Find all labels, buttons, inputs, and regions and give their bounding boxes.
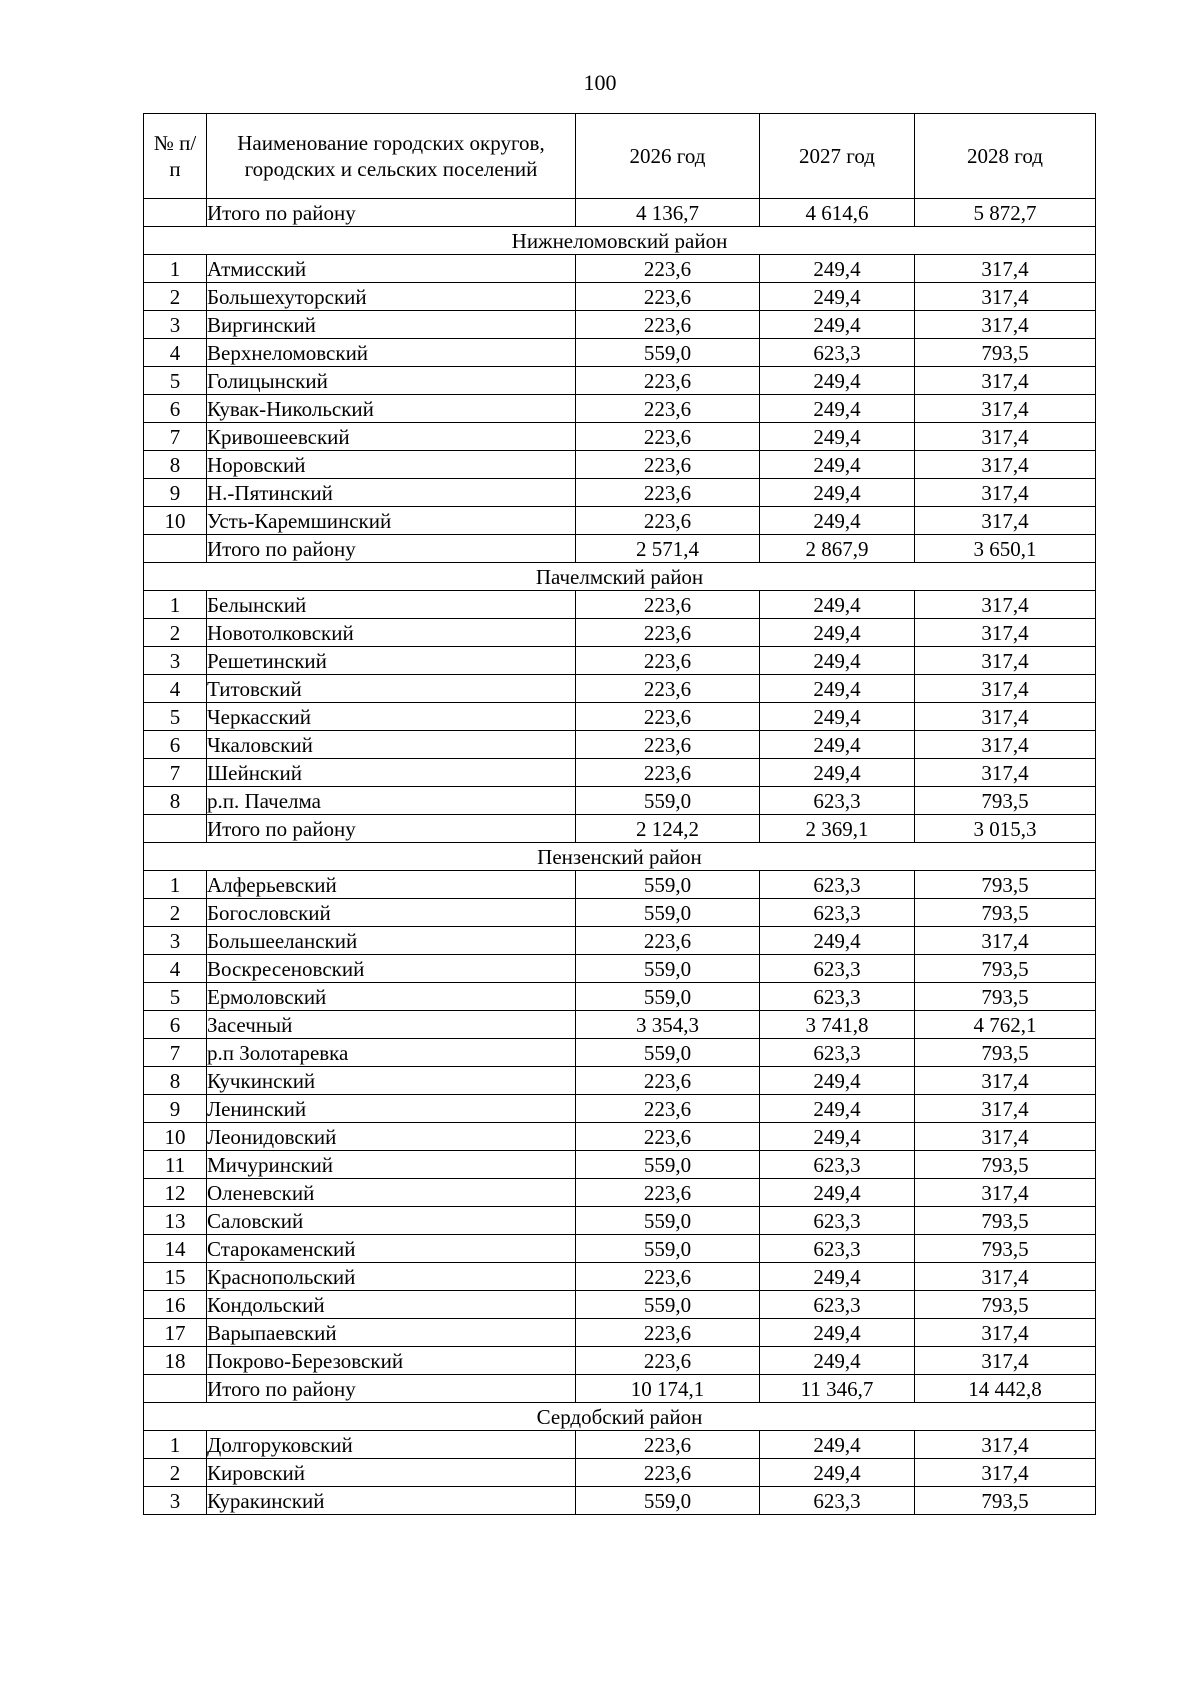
value-2026: 223,6 (576, 731, 760, 759)
value-2026: 559,0 (576, 787, 760, 815)
row-number: 3 (144, 311, 207, 339)
table-row (144, 955, 1096, 983)
value-2027: 249,4 (760, 255, 915, 283)
value-2028: 317,4 (915, 451, 1096, 479)
value-2026: 223,6 (576, 703, 760, 731)
row-number: 18 (144, 1347, 207, 1375)
value-2026: 223,6 (576, 367, 760, 395)
value-2028: 3 650,1 (915, 535, 1096, 563)
value-2026: 223,6 (576, 1123, 760, 1151)
settlement-name: Мичуринский (207, 1151, 576, 1179)
value-2028: 793,5 (915, 1291, 1096, 1319)
table-row (144, 395, 1096, 423)
value-2028: 317,4 (915, 1459, 1096, 1487)
section-title: Сердобский район (144, 1403, 1096, 1431)
table-row (144, 1179, 1096, 1207)
value-2027: 249,4 (760, 479, 915, 507)
value-2027: 623,3 (760, 1039, 915, 1067)
table-row (144, 1487, 1096, 1515)
row-number (144, 1375, 207, 1403)
value-2027: 623,3 (760, 1291, 915, 1319)
row-number: 8 (144, 1067, 207, 1095)
value-2027: 623,3 (760, 983, 915, 1011)
value-2028: 317,4 (915, 423, 1096, 451)
settlement-name: Н.-Пятинский (207, 479, 576, 507)
table-row (144, 591, 1096, 619)
row-number: 2 (144, 1459, 207, 1487)
value-2028: 317,4 (915, 1431, 1096, 1459)
table-row (144, 1235, 1096, 1263)
settlement-name: Итого по району (207, 199, 576, 227)
value-2026: 559,0 (576, 1151, 760, 1179)
value-2027: 623,3 (760, 339, 915, 367)
value-2028: 5 872,7 (915, 199, 1096, 227)
value-2028: 3 015,3 (915, 815, 1096, 843)
settlement-name: Ленинский (207, 1095, 576, 1123)
value-2028: 793,5 (915, 1207, 1096, 1235)
settlement-name: Куракинский (207, 1487, 576, 1515)
table-row (144, 423, 1096, 451)
table-row (144, 479, 1096, 507)
value-2026: 10 174,1 (576, 1375, 760, 1403)
value-2026: 223,6 (576, 395, 760, 423)
table-row (144, 1039, 1096, 1067)
row-number: 7 (144, 759, 207, 787)
value-2028: 793,5 (915, 983, 1096, 1011)
value-2027: 623,3 (760, 899, 915, 927)
table-row (144, 255, 1096, 283)
value-2028: 317,4 (915, 1179, 1096, 1207)
row-number: 6 (144, 731, 207, 759)
table-row (144, 619, 1096, 647)
row-number: 7 (144, 423, 207, 451)
value-2027: 623,3 (760, 1235, 915, 1263)
row-number: 11 (144, 1151, 207, 1179)
row-number: 13 (144, 1207, 207, 1235)
value-2027: 2 369,1 (760, 815, 915, 843)
table-row (144, 1067, 1096, 1095)
header-number: № п/п (144, 114, 207, 199)
value-2027: 249,4 (760, 731, 915, 759)
value-2027: 4 614,6 (760, 199, 915, 227)
row-number (144, 199, 207, 227)
row-number: 5 (144, 703, 207, 731)
value-2026: 4 136,7 (576, 199, 760, 227)
settlement-name: Кучкинский (207, 1067, 576, 1095)
value-2028: 14 442,8 (915, 1375, 1096, 1403)
settlement-name: Оленевский (207, 1179, 576, 1207)
value-2028: 317,4 (915, 731, 1096, 759)
settlement-name: Кондольский (207, 1291, 576, 1319)
row-number: 2 (144, 899, 207, 927)
row-number: 1 (144, 591, 207, 619)
value-2028: 317,4 (915, 507, 1096, 535)
value-2026: 2 124,2 (576, 815, 760, 843)
settlement-name: Засечный (207, 1011, 576, 1039)
total-row (144, 535, 1096, 563)
row-number: 2 (144, 283, 207, 311)
table-row (144, 871, 1096, 899)
value-2027: 623,3 (760, 787, 915, 815)
value-2027: 249,4 (760, 311, 915, 339)
value-2028: 317,4 (915, 311, 1096, 339)
value-2027: 249,4 (760, 1263, 915, 1291)
value-2026: 559,0 (576, 871, 760, 899)
value-2026: 223,6 (576, 647, 760, 675)
value-2026: 559,0 (576, 955, 760, 983)
section-header-row (144, 227, 1096, 255)
table-row (144, 759, 1096, 787)
row-number: 4 (144, 675, 207, 703)
settlement-name: Долгоруковский (207, 1431, 576, 1459)
value-2026: 223,6 (576, 759, 760, 787)
settlement-name: Виргинский (207, 311, 576, 339)
row-number: 15 (144, 1263, 207, 1291)
value-2027: 623,3 (760, 1487, 915, 1515)
value-2026: 559,0 (576, 1235, 760, 1263)
section-title: Нижнеломовский район (144, 227, 1096, 255)
table-row (144, 1319, 1096, 1347)
settlement-name: Большехуторский (207, 283, 576, 311)
section-header-row (144, 563, 1096, 591)
value-2027: 249,4 (760, 619, 915, 647)
value-2027: 623,3 (760, 1151, 915, 1179)
table-row (144, 1095, 1096, 1123)
value-2028: 317,4 (915, 479, 1096, 507)
value-2026: 223,6 (576, 1431, 760, 1459)
table-row (144, 1431, 1096, 1459)
settlement-name: Леонидовский (207, 1123, 576, 1151)
row-number: 1 (144, 871, 207, 899)
row-number: 1 (144, 1431, 207, 1459)
value-2027: 249,4 (760, 1123, 915, 1151)
settlement-name: Черкасский (207, 703, 576, 731)
header-2026: 2026 год (576, 114, 760, 199)
header-2027: 2027 год (760, 114, 915, 199)
value-2028: 793,5 (915, 871, 1096, 899)
settlement-name: Кривошеевский (207, 423, 576, 451)
settlement-name: р.п. Пачелма (207, 787, 576, 815)
section-header-row (144, 843, 1096, 871)
settlement-name: Чкаловский (207, 731, 576, 759)
table-row (144, 899, 1096, 927)
row-number: 10 (144, 1123, 207, 1151)
value-2028: 793,5 (915, 1487, 1096, 1515)
value-2027: 249,4 (760, 1067, 915, 1095)
value-2026: 223,6 (576, 451, 760, 479)
settlement-name: Варыпаевский (207, 1319, 576, 1347)
settlement-name: Шейнский (207, 759, 576, 787)
settlement-name: Краснопольский (207, 1263, 576, 1291)
row-number: 1 (144, 255, 207, 283)
value-2028: 317,4 (915, 591, 1096, 619)
settlement-name: Ермоловский (207, 983, 576, 1011)
row-number: 9 (144, 479, 207, 507)
value-2027: 249,4 (760, 1095, 915, 1123)
value-2028: 793,5 (915, 339, 1096, 367)
table-row (144, 1459, 1096, 1487)
value-2028: 317,4 (915, 1263, 1096, 1291)
value-2028: 317,4 (915, 1095, 1096, 1123)
value-2026: 223,6 (576, 507, 760, 535)
value-2026: 2 571,4 (576, 535, 760, 563)
total-row (144, 815, 1096, 843)
table-row (144, 1011, 1096, 1039)
value-2026: 223,6 (576, 479, 760, 507)
header-2028: 2028 год (915, 114, 1096, 199)
value-2027: 2 867,9 (760, 535, 915, 563)
value-2027: 249,4 (760, 759, 915, 787)
row-number: 12 (144, 1179, 207, 1207)
value-2028: 317,4 (915, 927, 1096, 955)
settlement-name: Алферьевский (207, 871, 576, 899)
value-2026: 223,6 (576, 591, 760, 619)
table-row (144, 675, 1096, 703)
page-number: 100 (583, 70, 617, 95)
value-2026: 223,6 (576, 619, 760, 647)
row-number (144, 815, 207, 843)
settlement-name: Норовский (207, 451, 576, 479)
value-2026: 223,6 (576, 311, 760, 339)
table-row (144, 1291, 1096, 1319)
budget-table (143, 113, 1096, 1515)
table-header-row (144, 114, 1096, 199)
value-2027: 623,3 (760, 955, 915, 983)
value-2028: 793,5 (915, 899, 1096, 927)
value-2028: 317,4 (915, 395, 1096, 423)
value-2026: 559,0 (576, 339, 760, 367)
value-2028: 317,4 (915, 647, 1096, 675)
value-2026: 559,0 (576, 1039, 760, 1067)
table-row (144, 703, 1096, 731)
settlement-name: Итого по району (207, 815, 576, 843)
table-row (144, 339, 1096, 367)
value-2026: 223,6 (576, 927, 760, 955)
row-number: 16 (144, 1291, 207, 1319)
value-2028: 317,4 (915, 619, 1096, 647)
value-2028: 317,4 (915, 255, 1096, 283)
value-2026: 223,6 (576, 1319, 760, 1347)
header-name: Наименование городских округов, городских и сельских поселений (207, 114, 576, 199)
settlement-name: Атмисский (207, 255, 576, 283)
value-2028: 317,4 (915, 1067, 1096, 1095)
value-2027: 249,4 (760, 507, 915, 535)
row-number: 3 (144, 927, 207, 955)
value-2026: 559,0 (576, 1207, 760, 1235)
value-2027: 249,4 (760, 1319, 915, 1347)
row-number: 2 (144, 619, 207, 647)
settlement-name: Кувак-Никольский (207, 395, 576, 423)
value-2028: 317,4 (915, 367, 1096, 395)
value-2027: 249,4 (760, 1459, 915, 1487)
settlement-name: Голицынский (207, 367, 576, 395)
row-number: 8 (144, 787, 207, 815)
table-row (144, 311, 1096, 339)
table-body (144, 199, 1096, 1515)
value-2027: 249,4 (760, 647, 915, 675)
row-number: 6 (144, 395, 207, 423)
value-2026: 223,6 (576, 423, 760, 451)
value-2027: 249,4 (760, 283, 915, 311)
value-2027: 249,4 (760, 591, 915, 619)
value-2026: 223,6 (576, 283, 760, 311)
row-number: 9 (144, 1095, 207, 1123)
table-row (144, 283, 1096, 311)
value-2026: 559,0 (576, 1291, 760, 1319)
value-2028: 317,4 (915, 675, 1096, 703)
settlement-name: Покрово-Березовский (207, 1347, 576, 1375)
table-row (144, 647, 1096, 675)
row-number: 4 (144, 955, 207, 983)
value-2027: 623,3 (760, 1207, 915, 1235)
row-number: 3 (144, 647, 207, 675)
settlement-name: Усть-Каремшинский (207, 507, 576, 535)
section-title: Пензенский район (144, 843, 1096, 871)
row-number: 3 (144, 1487, 207, 1515)
row-number: 17 (144, 1319, 207, 1347)
value-2028: 4 762,1 (915, 1011, 1096, 1039)
value-2026: 559,0 (576, 1487, 760, 1515)
value-2027: 11 346,7 (760, 1375, 915, 1403)
value-2027: 249,4 (760, 927, 915, 955)
table-row (144, 367, 1096, 395)
value-2027: 249,4 (760, 675, 915, 703)
row-number: 14 (144, 1235, 207, 1263)
value-2028: 317,4 (915, 283, 1096, 311)
row-number: 7 (144, 1039, 207, 1067)
value-2027: 249,4 (760, 423, 915, 451)
value-2026: 223,6 (576, 1179, 760, 1207)
settlement-name: Кировский (207, 1459, 576, 1487)
settlement-name: Верхнеломовский (207, 339, 576, 367)
table-row (144, 1347, 1096, 1375)
value-2028: 317,4 (915, 1319, 1096, 1347)
value-2028: 793,5 (915, 1039, 1096, 1067)
settlement-name: Большееланский (207, 927, 576, 955)
value-2026: 559,0 (576, 983, 760, 1011)
row-number: 8 (144, 451, 207, 479)
section-header-row (144, 1403, 1096, 1431)
row-number: 10 (144, 507, 207, 535)
value-2027: 249,4 (760, 1347, 915, 1375)
value-2026: 223,6 (576, 1067, 760, 1095)
table-row (144, 1263, 1096, 1291)
value-2028: 317,4 (915, 703, 1096, 731)
table-row (144, 927, 1096, 955)
value-2027: 623,3 (760, 871, 915, 899)
table-row (144, 983, 1096, 1011)
settlement-name: р.п Золотаревка (207, 1039, 576, 1067)
table-row (144, 1151, 1096, 1179)
value-2028: 793,5 (915, 955, 1096, 983)
value-2027: 3 741,8 (760, 1011, 915, 1039)
settlement-name: Старокаменский (207, 1235, 576, 1263)
value-2026: 223,6 (576, 1095, 760, 1123)
value-2026: 559,0 (576, 899, 760, 927)
value-2027: 249,4 (760, 1179, 915, 1207)
value-2026: 223,6 (576, 1347, 760, 1375)
settlement-name: Белынский (207, 591, 576, 619)
value-2028: 317,4 (915, 759, 1096, 787)
settlement-name: Воскресеновский (207, 955, 576, 983)
value-2027: 249,4 (760, 451, 915, 479)
settlement-name: Титовский (207, 675, 576, 703)
table-row (144, 1123, 1096, 1151)
value-2028: 793,5 (915, 1235, 1096, 1263)
section-title: Пачелмский район (144, 563, 1096, 591)
settlement-name: Новотолковский (207, 619, 576, 647)
settlement-name: Решетинский (207, 647, 576, 675)
row-number: 5 (144, 367, 207, 395)
settlement-name: Итого по району (207, 535, 576, 563)
value-2028: 317,4 (915, 1123, 1096, 1151)
value-2026: 223,6 (576, 1459, 760, 1487)
row-number: 5 (144, 983, 207, 1011)
total-row (144, 1375, 1096, 1403)
value-2027: 249,4 (760, 367, 915, 395)
row-number: 4 (144, 339, 207, 367)
value-2027: 249,4 (760, 1431, 915, 1459)
value-2028: 317,4 (915, 1347, 1096, 1375)
value-2026: 223,6 (576, 255, 760, 283)
value-2027: 249,4 (760, 703, 915, 731)
value-2028: 793,5 (915, 1151, 1096, 1179)
table-row (144, 507, 1096, 535)
value-2026: 3 354,3 (576, 1011, 760, 1039)
settlement-name: Саловский (207, 1207, 576, 1235)
table-row (144, 451, 1096, 479)
settlement-name: Итого по району (207, 1375, 576, 1403)
total-row (144, 199, 1096, 227)
value-2028: 793,5 (915, 787, 1096, 815)
table-row (144, 1207, 1096, 1235)
table-row (144, 731, 1096, 759)
row-number (144, 535, 207, 563)
value-2026: 223,6 (576, 675, 760, 703)
value-2026: 223,6 (576, 1263, 760, 1291)
row-number: 6 (144, 1011, 207, 1039)
table-row (144, 787, 1096, 815)
settlement-name: Богословский (207, 899, 576, 927)
value-2027: 249,4 (760, 395, 915, 423)
